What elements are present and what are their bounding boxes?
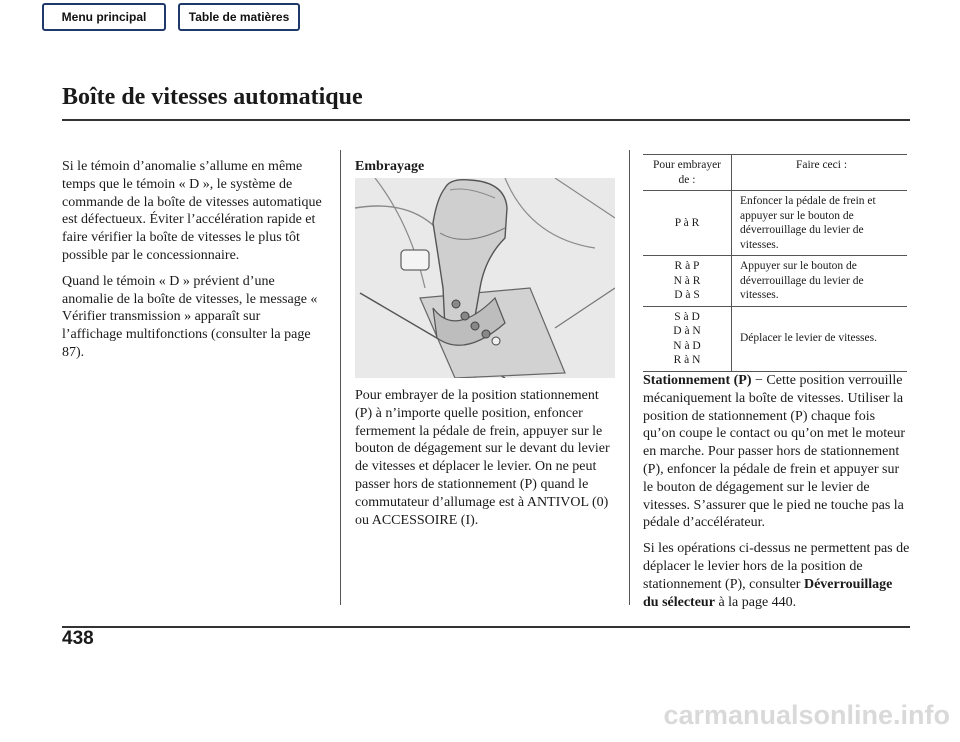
shifting-heading: Embrayage <box>355 159 425 174</box>
position-label: N à D <box>673 339 701 352</box>
column-left <box>62 158 324 370</box>
park-text: Cette position verrouille mécaniquement la boîte de vitesses. Utiliser la position de stationnement (P) chaque fois qu’on coupe le contact ou qu’on met le moteur en marche. Pour passer hors de stationnement (P), enfoncer la pédale de frein et appuyer sur le bouton de dégagement sur le levier de vitesses. S’assurer que le pied ne touche pas la pédale d’accélérateur. <box>643 373 906 531</box>
position-label: R à N <box>673 354 701 366</box>
malfunction-paragraph: Si le témoin d’anomalie s’allume en même temps que le témoin « D », le système de commande de la boîte de vitesses automatique est défectueux. Éviter l’accélération rapide et faire vérifier la boîte de vitesses le plus tôt possible par le concessionnaire. <box>62 159 322 263</box>
column-divider <box>340 150 341 605</box>
check-transmission-paragraph: Quand le témoin « D » prévient d’une anomalie de la boîte de vitesses, le message « Vérifier transmission » apparaît sur l’affichage multifonctions (consulter la page 87). <box>62 273 318 360</box>
park-dash: − <box>751 373 767 388</box>
position-label: R à P <box>674 260 700 272</box>
table-of-contents-button[interactable]: Table de matières <box>178 3 300 31</box>
table-cell-positions <box>643 306 732 371</box>
table-row <box>643 306 907 371</box>
table-cell-action: Appuyer sur le bouton de déverrouillage du levier de vitesses. <box>732 256 908 307</box>
position-label: D à S <box>674 289 700 301</box>
footer-divider <box>62 626 910 628</box>
shifting-text-block <box>355 387 617 537</box>
shift-lever-illustration <box>355 178 615 378</box>
main-menu-button[interactable]: Menu principal <box>42 3 166 31</box>
position-label: P à R <box>674 216 700 229</box>
park-heading: Stationnement (P) <box>643 373 752 388</box>
table-header-row <box>643 155 907 191</box>
position-label: S à D <box>674 310 700 323</box>
column-middle <box>355 158 617 176</box>
column-right <box>643 372 911 619</box>
column-divider <box>629 150 630 605</box>
table-cell-action: Enfoncer la pédale de frein et appuyer sur le bouton de déverrouillage du levier de vitesses. <box>732 191 908 256</box>
table-row <box>643 191 907 256</box>
shift-lock-page-ref: à la page 440. <box>714 594 797 610</box>
table-row <box>643 256 907 307</box>
page-title: Boîte de vitesses automatique <box>62 84 363 110</box>
table-cell-positions <box>643 256 732 307</box>
position-label: N à R <box>673 274 701 287</box>
page-number: 438 <box>62 628 94 649</box>
shifting-table <box>643 154 907 372</box>
shift-lock-release-link[interactable]: Déverrouillage du sélecteur <box>643 576 893 610</box>
table-cell-action: Déplacer le levier de vitesses. <box>732 306 908 371</box>
watermark: carmanualsonline.info <box>663 700 950 730</box>
table-header-action: Faire ceci : <box>732 155 908 191</box>
shift-lock-text: Si les opérations ci-dessus ne permettent pas de déplacer le levier hors de la position de stationnement (P), consulter <box>643 541 910 592</box>
title-divider <box>62 119 910 121</box>
table-cell-positions <box>643 191 732 256</box>
shift-lock-paragraph <box>643 540 911 611</box>
shifting-paragraph: Pour embrayer de la position stationnement (P) à n’importe quelle position, enfoncer fermement la pédale de frein, appuyer sur le bouton de dégagement sur le devant du levier de vitesses et déplacer le levier. On ne peut passer hors de stationnement (P) quand le commutateur d’allumage est à ANTIVOL (0) ou ACCESSOIRE (I). <box>355 388 610 528</box>
table-header-from: Pour embrayer de : <box>643 155 732 191</box>
park-paragraph <box>643 372 911 532</box>
position-label: D à N <box>673 325 701 337</box>
